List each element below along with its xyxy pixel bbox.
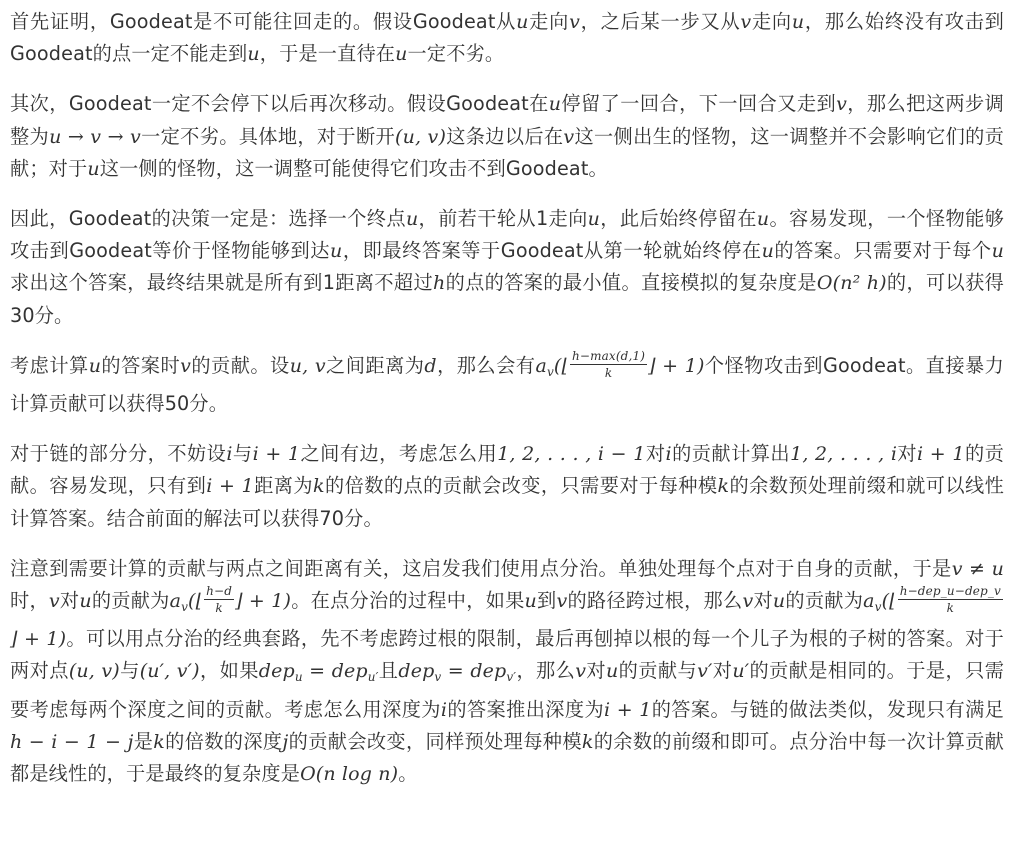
math-inline: (⌊ xyxy=(188,590,204,613)
text-run: 的余数预处理前缀和就可以线性计算答案。结合前面的解法可以获得70分。 xyxy=(10,474,1005,530)
math-subscript: u′ xyxy=(367,670,379,685)
math-inline: i xyxy=(440,698,448,721)
math-inline: a xyxy=(169,590,182,613)
text-run: 的贡献。设 xyxy=(191,353,290,377)
math-inline: 1, 2, . . . , i xyxy=(790,443,898,466)
math-inline: u′ xyxy=(732,660,750,683)
fraction-denominator: k xyxy=(604,365,613,380)
math-inline: dep xyxy=(258,660,295,683)
math-inline: u xyxy=(247,43,260,66)
fraction-numerator: h−max(d,1) xyxy=(572,348,646,363)
math-inline: a xyxy=(535,354,547,377)
fraction-denominator: k xyxy=(946,601,955,616)
text-run: 对 xyxy=(645,442,666,466)
text-run: 其次，Goodeat一定不会停下以后再次移动。假设Goodeat在 xyxy=(10,92,549,116)
text-run: ，如果 xyxy=(199,659,259,683)
text-run: 之间距离为 xyxy=(325,353,425,377)
text-run: 且 xyxy=(378,659,399,683)
math-inline: i + 1 xyxy=(252,443,301,466)
math-subscript: v xyxy=(181,600,189,615)
text-run: 的答案。与链的做法类似，发现只有满足 xyxy=(651,697,1004,721)
text-run: 这一侧的怪物，这一调整可能使得它们攻击不到Goodeat。 xyxy=(99,156,608,180)
text-run: 与 xyxy=(232,442,253,466)
text-run: 的倍数的点的贡献会改变，只需要对于每种模 xyxy=(324,474,718,498)
text-run: 是 xyxy=(133,729,154,753)
paragraph-1 xyxy=(10,6,1004,70)
math-inline: v xyxy=(575,660,587,683)
math-inline: u xyxy=(991,240,1004,263)
text-run: 求出这个答案，最终结果就是所有到1距离不超过 xyxy=(10,271,433,295)
math-subscript: u xyxy=(294,670,303,685)
paragraph-2 xyxy=(10,88,1004,185)
text-run: 考虑计算 xyxy=(10,353,89,377)
math-inline: i + 1 xyxy=(917,443,965,466)
math-inline: u xyxy=(772,590,786,613)
math-inline: v ≠ u xyxy=(951,557,1004,580)
math-inline: (⌊ xyxy=(881,590,897,613)
paragraph-3 xyxy=(10,203,1004,332)
math-inline: ⌋ + 1) xyxy=(10,628,67,651)
text-run: 对 xyxy=(59,589,80,613)
math-inline: h − i − 1 − j xyxy=(10,730,134,753)
math-inline: u xyxy=(756,208,770,231)
text-run: 个怪物攻击到Goodeat。直接暴力计算贡献可以获得50分。 xyxy=(10,353,1004,416)
text-run: 对 xyxy=(712,659,733,683)
math-inline: k xyxy=(312,475,325,498)
text-run: ，此后始终停留在 xyxy=(600,207,757,231)
math-inline: v xyxy=(836,93,847,116)
math-inline: i + 1 xyxy=(206,475,254,498)
math-inline: (u, v) xyxy=(68,660,120,683)
text-run: 对于链的部分分，不妨设 xyxy=(10,442,227,466)
math-inline: u xyxy=(761,240,774,263)
math-inline: (u, v) xyxy=(395,125,447,148)
math-inline: h xyxy=(432,272,446,295)
math-inline: = dep xyxy=(302,660,368,683)
math-inline: v xyxy=(740,11,752,33)
text-run: 的路径跨过根，那么 xyxy=(567,589,743,613)
text-run: 。在点分治的过程中，如果 xyxy=(291,589,525,613)
math-subscript: v xyxy=(874,600,882,615)
text-run: 与 xyxy=(119,659,140,683)
math-inline: j xyxy=(282,730,289,753)
math-inline: u xyxy=(548,93,562,116)
text-run: ，前若干轮从1走向 xyxy=(418,207,588,231)
math-inline: v xyxy=(563,125,575,148)
text-run: 的答案推出深度为 xyxy=(447,697,605,721)
math-fraction xyxy=(570,350,647,379)
math-inline: a xyxy=(863,590,875,613)
math-inline: u xyxy=(79,590,92,613)
text-run: 时， xyxy=(10,589,49,613)
math-subscript: v xyxy=(434,670,442,685)
math-inline: dep xyxy=(398,660,435,683)
math-inline: u xyxy=(524,590,537,613)
text-run: 首先证明，Goodeat是不可能往回走的。假设Goodeat从 xyxy=(10,10,517,33)
text-run: 这一侧出生的怪物，这一调整并不会影响它们的贡献；对于 xyxy=(10,124,1004,180)
math-fraction xyxy=(898,585,1003,614)
text-run: 。可以用点分治的经典套路，先不考虑跨过根的限制，最后再刨掉以根的每一个儿子为根的子树的答案。对于两对点 xyxy=(10,627,1004,683)
math-inline: = dep xyxy=(441,660,507,683)
text-run: 的点的答案的最小值。直接模拟的复杂度是 xyxy=(445,271,817,295)
text-run: ，即最终答案等于Goodeat从第一轮就始终停在 xyxy=(342,239,762,263)
text-run: ，那么会有 xyxy=(436,353,536,377)
math-inline: d xyxy=(424,354,437,377)
math-inline: u xyxy=(516,11,529,33)
math-inline: u → v → v xyxy=(49,125,141,148)
math-inline: u xyxy=(791,11,805,33)
text-run: 。 xyxy=(398,762,418,786)
math-inline: v xyxy=(742,590,754,613)
text-run: ，之后某一步又从 xyxy=(580,10,741,33)
math-inline: v xyxy=(48,590,60,613)
text-run: 的贡献计算出 xyxy=(671,442,791,466)
math-fraction xyxy=(204,585,234,614)
math-inline: k xyxy=(717,475,730,498)
fraction-denominator: k xyxy=(215,601,223,616)
text-run: 。容易发现，一个怪物能够攻击到Goodeat等价于怪物能够到达 xyxy=(10,207,1005,263)
fraction-numerator: h−dep_u−dep_v xyxy=(899,584,1001,599)
text-run: 的余数的前缀和即可。点分治中每一次计算贡献都是线性的，于是最终的复杂度是 xyxy=(10,729,1005,786)
math-inline: (u′, v′) xyxy=(139,660,200,683)
math-subscript: v′ xyxy=(506,670,517,685)
math-inline: ⌋ + 1) xyxy=(648,354,705,377)
fraction-numerator: h−d xyxy=(206,584,233,599)
text-run: 注意到需要计算的贡献与两点之间距离有关，这启发我们使用点分治。单独处理每个点对于自身的贡献，于是 xyxy=(10,556,952,580)
math-inline: v xyxy=(569,11,580,33)
text-run: 距离为 xyxy=(253,474,313,498)
paragraph-6 xyxy=(10,553,1004,790)
text-run: 因此，Goodeat的决策一定是：选择一个终点 xyxy=(10,207,406,231)
math-inline: u, v xyxy=(289,354,326,377)
text-run: 对 xyxy=(586,659,607,683)
text-run: 的贡献为 xyxy=(785,589,864,613)
math-inline: u xyxy=(87,157,100,180)
math-inline: (⌊ xyxy=(553,354,570,377)
text-run: 对 xyxy=(753,589,773,613)
text-run: ，那么 xyxy=(516,659,576,683)
math-subscript: v xyxy=(546,364,554,379)
math-inline: k xyxy=(581,730,594,753)
text-run: ，于是一直待在 xyxy=(259,42,396,66)
text-run: 之间有边，考虑怎么用 xyxy=(300,442,498,466)
text-run: 对 xyxy=(897,442,918,466)
text-run: 的答案。只需要对于每个 xyxy=(773,239,992,263)
text-run: 的贡献与 xyxy=(618,659,698,683)
text-run: 的贡献会改变，同样预处理每种模 xyxy=(288,729,582,753)
math-inline: v xyxy=(180,354,192,377)
text-run: 这条边以后在 xyxy=(446,124,564,148)
text-run: 的贡献是相同的。于是，只需要考虑每两个深度之间的贡献。考虑怎么用深度为 xyxy=(10,659,1005,721)
math-inline: v xyxy=(556,590,568,613)
math-inline: u xyxy=(606,660,619,683)
text-run: 的，可以获得30分。 xyxy=(10,271,1004,327)
math-inline: u xyxy=(330,240,343,263)
text-run: 的答案时 xyxy=(101,353,181,377)
text-run: 的贡献为 xyxy=(91,589,170,613)
text-run: ，那么把这两步调整为 xyxy=(10,92,1004,148)
text-run: ，那么始终没有攻击到Goodeat的点一定不能走到 xyxy=(10,10,1005,66)
math-inline: k xyxy=(153,730,165,753)
text-run: 的贡献。容易发现，只有到 xyxy=(10,442,1004,498)
math-inline: u xyxy=(587,208,601,231)
math-inline: u xyxy=(395,43,408,66)
text-run: 停留了一回合，下一回合又走到 xyxy=(561,92,837,116)
text-run: 的倍数的深度 xyxy=(164,729,283,753)
math-inline: u xyxy=(88,354,102,377)
math-inline: i + 1 xyxy=(604,698,652,721)
paragraph-4 xyxy=(10,350,1004,420)
text-run: 走向 xyxy=(528,10,570,33)
math-inline: O(n log n) xyxy=(300,763,399,786)
math-inline: i xyxy=(665,443,672,466)
text-run: 到 xyxy=(536,589,557,613)
math-inline: ⌋ + 1) xyxy=(235,590,292,613)
math-inline: O(n² h) xyxy=(816,272,887,295)
math-inline: 1, 2, . . . , i − 1 xyxy=(497,443,646,466)
math-inline: u xyxy=(405,208,419,231)
math-inline: v′ xyxy=(697,660,713,683)
text-run: 一定不劣。具体地，对于断开 xyxy=(140,124,396,148)
math-inline: i xyxy=(226,443,233,466)
paragraph-5 xyxy=(10,438,1004,535)
text-run: 一定不劣。 xyxy=(407,42,505,66)
text-run: 走向 xyxy=(751,10,792,33)
